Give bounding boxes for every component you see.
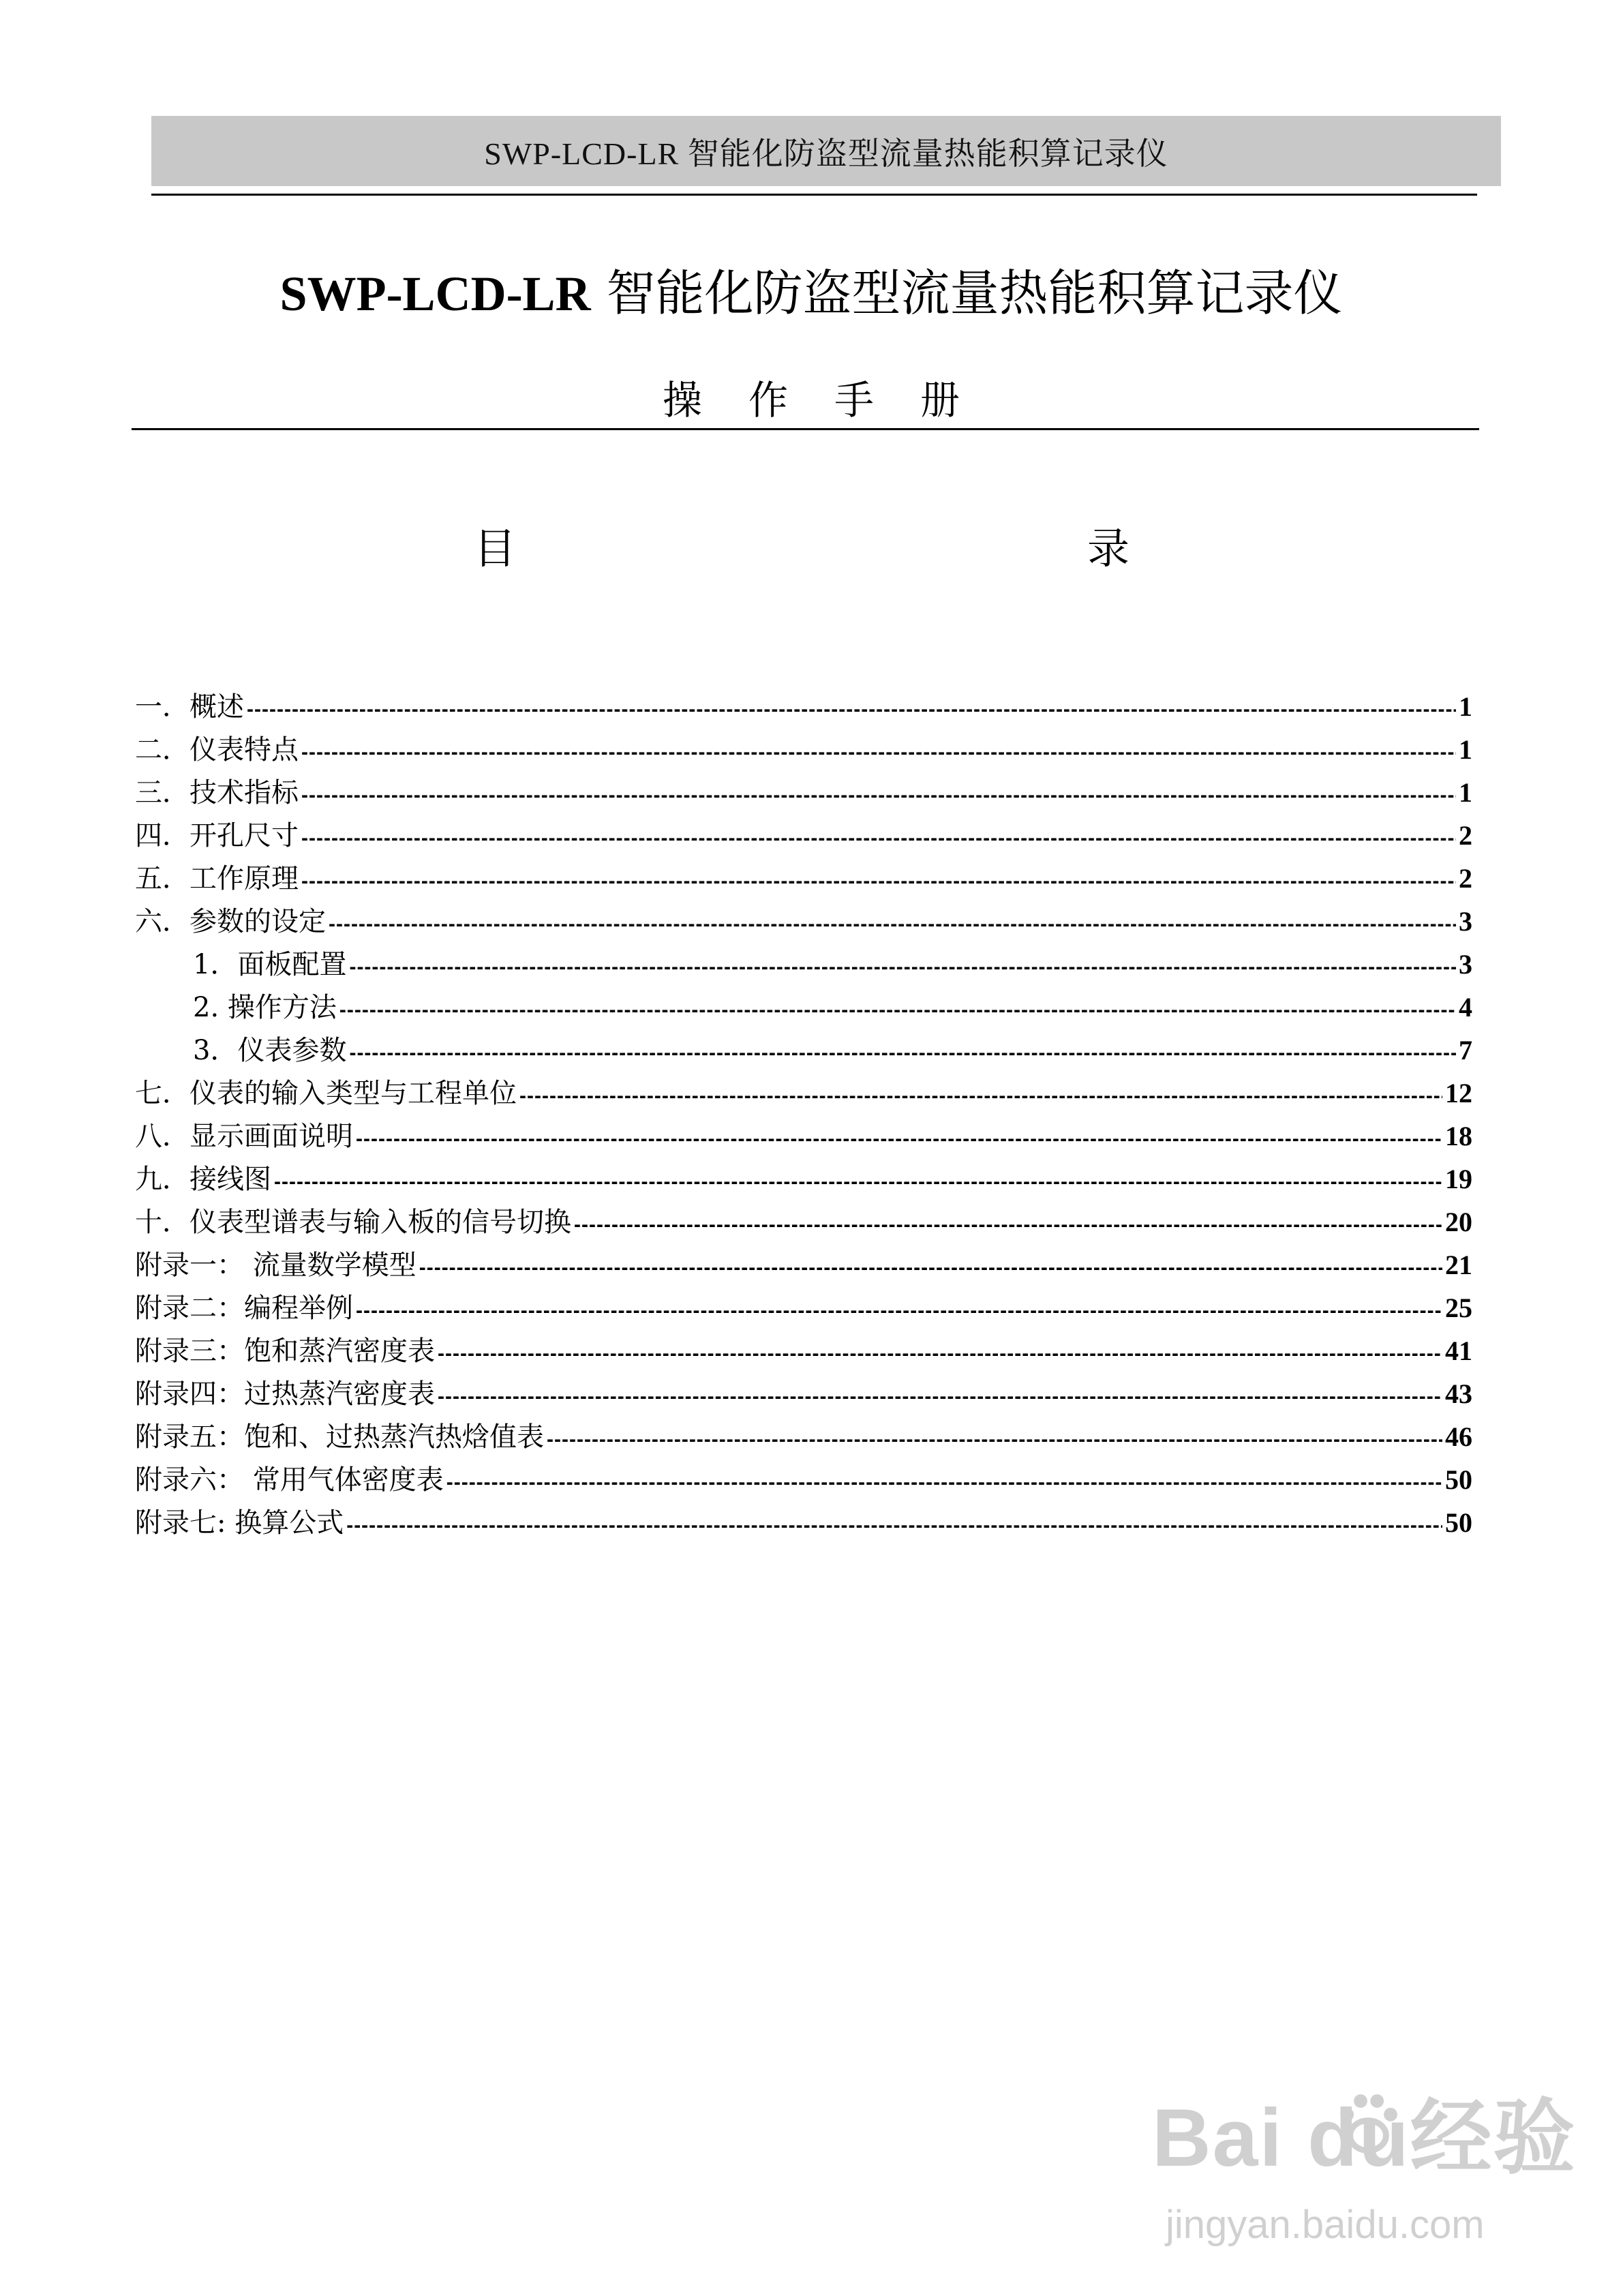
toc-entry <box>135 1415 1472 1458</box>
watermark-url: jingyan.baidu.com <box>1166 2203 1485 2247</box>
toc-entry <box>135 1286 1472 1329</box>
toc-dot-leader <box>356 1129 1442 1149</box>
document-title-model: SWP-LCD-LR <box>279 267 591 321</box>
toc-entry-label: 附录五：饱和、过热蒸汽热焓值表 <box>135 1421 544 1453</box>
toc-entry-label: 一．概述 <box>135 691 244 723</box>
toc-entry <box>135 1072 1472 1115</box>
toc-entry <box>135 1372 1472 1415</box>
toc-entry-page: 20 <box>1445 1207 1472 1237</box>
toc-heading-right: 录 <box>1087 524 1130 573</box>
toc-entry <box>135 1329 1472 1372</box>
toc-entry-page: 1 <box>1459 777 1472 808</box>
toc-entry-label: 六．参数的设定 <box>135 906 326 937</box>
watermark <box>1152 2072 1588 2270</box>
toc-dot-leader <box>274 1172 1442 1192</box>
toc-entry-label: 二．仪表特点 <box>135 734 299 766</box>
toc-dot-leader <box>438 1344 1442 1364</box>
toc-entry-page: 25 <box>1445 1293 1472 1323</box>
toc-dot-leader <box>301 871 1456 892</box>
toc-dot-leader <box>356 1301 1442 1321</box>
toc-entry <box>135 814 1472 857</box>
toc-entry-page: 4 <box>1459 992 1472 1023</box>
toc-dot-leader <box>519 1086 1442 1106</box>
paw-icon <box>1331 2086 1406 2161</box>
toc-entry-label: 九．接线图 <box>135 1164 271 1195</box>
toc-dot-leader <box>574 1215 1442 1235</box>
toc-entry-label: 七．仪表的输入类型与工程单位 <box>135 1078 517 1109</box>
toc-entry-page: 43 <box>1445 1378 1472 1409</box>
toc-entry-page: 50 <box>1445 1507 1472 1538</box>
toc-entry-label: 十．仪表型谱表与输入板的信号切换 <box>135 1207 571 1238</box>
toc-dot-leader <box>349 1043 1456 1063</box>
toc-entry-page: 18 <box>1445 1121 1472 1151</box>
toc-dot-leader <box>301 742 1456 763</box>
toc-entry <box>135 1029 1472 1072</box>
toc-entry-page: 12 <box>1445 1078 1472 1108</box>
toc-entry <box>135 900 1472 943</box>
toc-entry <box>135 1458 1472 1501</box>
toc-entry-page: 2 <box>1459 820 1472 851</box>
toc-entry-page: 1 <box>1459 691 1472 722</box>
table-of-contents <box>135 685 1472 1544</box>
running-header-text: SWP-LCD-LR 智能化防盗型流量热能积算记录仪 <box>484 136 1168 171</box>
toc-entry-label: 八．显示画面说明 <box>135 1121 353 1152</box>
toc-entry-label: 2. 操作方法 <box>193 992 337 1023</box>
toc-entry-label: 附录二：编程举例 <box>135 1293 353 1324</box>
toc-dot-leader <box>438 1387 1442 1407</box>
toc-entry-label: 五．工作原理 <box>135 863 299 894</box>
toc-entry-page: 46 <box>1445 1421 1472 1452</box>
toc-entry-page: 3 <box>1459 906 1472 937</box>
header-divider <box>151 194 1477 196</box>
toc-entry-page: 19 <box>1445 1164 1472 1194</box>
toc-dot-leader <box>301 785 1456 806</box>
toc-entry-label: 1．面板配置 <box>193 949 347 980</box>
toc-entry-label: 附录一： 流量数学模型 <box>135 1250 416 1281</box>
toc-dot-leader <box>349 957 1456 978</box>
toc-entry <box>135 771 1472 814</box>
toc-dot-leader <box>301 828 1456 849</box>
toc-heading-left: 目 <box>474 524 517 573</box>
toc-entry-page: 7 <box>1459 1035 1472 1066</box>
toc-dot-leader <box>329 914 1456 935</box>
toc-entry-label: 三．技术指标 <box>135 777 299 809</box>
toc-dot-leader <box>247 699 1456 720</box>
toc-entry-label: 附录六： 常用气体密度表 <box>135 1464 444 1496</box>
toc-entry <box>135 1158 1472 1200</box>
toc-entry <box>135 1243 1472 1286</box>
running-header <box>151 116 1501 186</box>
toc-entry-page: 41 <box>1445 1335 1472 1366</box>
toc-entry <box>135 685 1472 728</box>
toc-entry-page: 1 <box>1459 734 1472 765</box>
toc-entry <box>135 1501 1472 1544</box>
toc-entry-page: 50 <box>1445 1464 1472 1495</box>
document-title-name: 智能化防盗型流量热能积算记录仪 <box>590 265 1343 322</box>
document-subtitle: 操作手册 <box>662 377 1006 423</box>
toc-entry <box>135 1115 1472 1158</box>
toc-entry <box>135 986 1472 1029</box>
toc-dot-leader <box>346 1515 1442 1536</box>
toc-entry-label: 3．仪表参数 <box>193 1035 347 1066</box>
toc-entry <box>135 943 1472 986</box>
toc-dot-leader <box>446 1472 1442 1493</box>
watermark-brand: Bai du经验 <box>1152 2092 1577 2184</box>
toc-entry-page: 3 <box>1459 949 1472 980</box>
toc-entry-page: 21 <box>1445 1250 1472 1280</box>
toc-entry <box>135 728 1472 771</box>
toc-entry-label: 附录三：饱和蒸汽密度表 <box>135 1335 435 1367</box>
toc-dot-leader <box>339 1000 1456 1021</box>
title-divider <box>132 428 1479 430</box>
toc-entry-label: 附录四：过热蒸汽密度表 <box>135 1378 435 1410</box>
toc-dot-leader <box>547 1430 1442 1450</box>
toc-entry <box>135 857 1472 900</box>
toc-entry-label: 附录七: 换算公式 <box>135 1507 344 1539</box>
toc-entry-label: 四．开孔尺寸 <box>135 820 299 851</box>
document-title <box>130 254 1493 324</box>
toc-entry <box>135 1200 1472 1243</box>
toc-dot-leader <box>419 1258 1442 1278</box>
toc-entry-page: 2 <box>1459 863 1472 894</box>
